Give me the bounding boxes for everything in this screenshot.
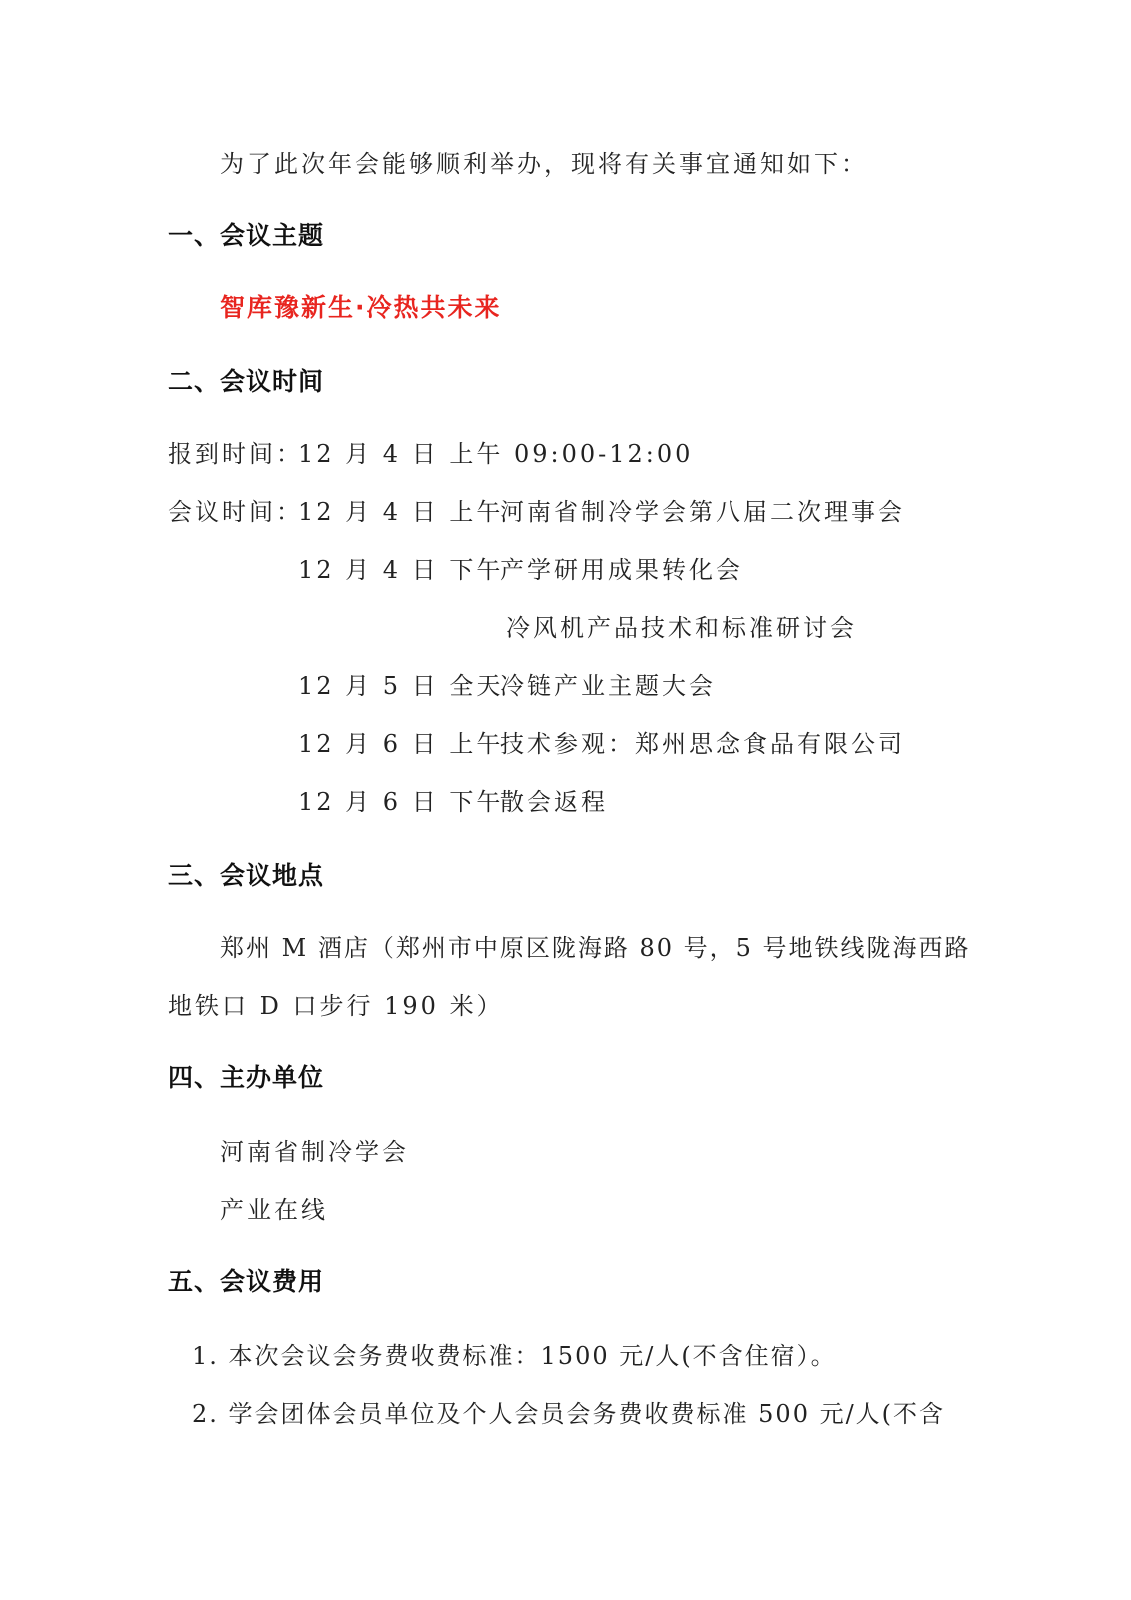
intro-paragraph: 为了此次年会能够顺利举办，现将有关事宜通知如下：	[220, 150, 868, 178]
schedule-event: 河南省制冷学会第八届二次理事会	[500, 498, 905, 526]
organizer-item: 河南省制冷学会	[220, 1138, 409, 1166]
section-heading-venue: 三、会议地点	[168, 861, 325, 890]
schedule-event: 冷风机产品技术和标准研讨会	[506, 614, 857, 642]
venue-address-line2: 地铁口 D 口步行 190 米）	[168, 992, 504, 1020]
schedule-date: 12 月 4 日 下午	[298, 556, 504, 584]
registration-label: 报到时间：	[168, 440, 303, 468]
section-heading-organizers: 四、主办单位	[168, 1063, 325, 1092]
section-heading-time: 二、会议时间	[168, 367, 325, 396]
meeting-time-label: 会议时间：	[168, 498, 303, 526]
schedule-date: 12 月 6 日 下午	[298, 788, 504, 816]
schedule-event: 产学研用成果转化会	[500, 556, 743, 584]
fee-item: 1. 本次会议会务费收费标准：1500 元/人(不含住宿）。	[192, 1342, 837, 1370]
schedule-date: 12 月 4 日 上午	[298, 498, 504, 526]
schedule-event: 冷链产业主题大会	[500, 672, 716, 700]
schedule-event: 散会返程	[500, 788, 608, 816]
section-heading-theme: 一、会议主题	[168, 221, 325, 250]
conference-theme-text: 智库豫新生·冷热共未来	[220, 293, 502, 322]
venue-address-line1: 郑州 M 酒店（郑州市中原区陇海路 80 号，5 号地铁线陇海西路	[220, 934, 971, 962]
schedule-date: 12 月 6 日 上午	[298, 730, 504, 758]
schedule-event: 技术参观：郑州思念食品有限公司	[500, 730, 905, 758]
registration-value: 12 月 4 日 上午 09:00-12:00	[298, 440, 694, 468]
section-heading-fees: 五、会议费用	[168, 1267, 325, 1296]
fee-item: 2. 学会团体会员单位及个人会员会务费收费标准 500 元/人(不含	[192, 1400, 946, 1428]
schedule-date: 12 月 5 日 全天	[298, 672, 504, 700]
organizer-item: 产业在线	[220, 1196, 328, 1224]
